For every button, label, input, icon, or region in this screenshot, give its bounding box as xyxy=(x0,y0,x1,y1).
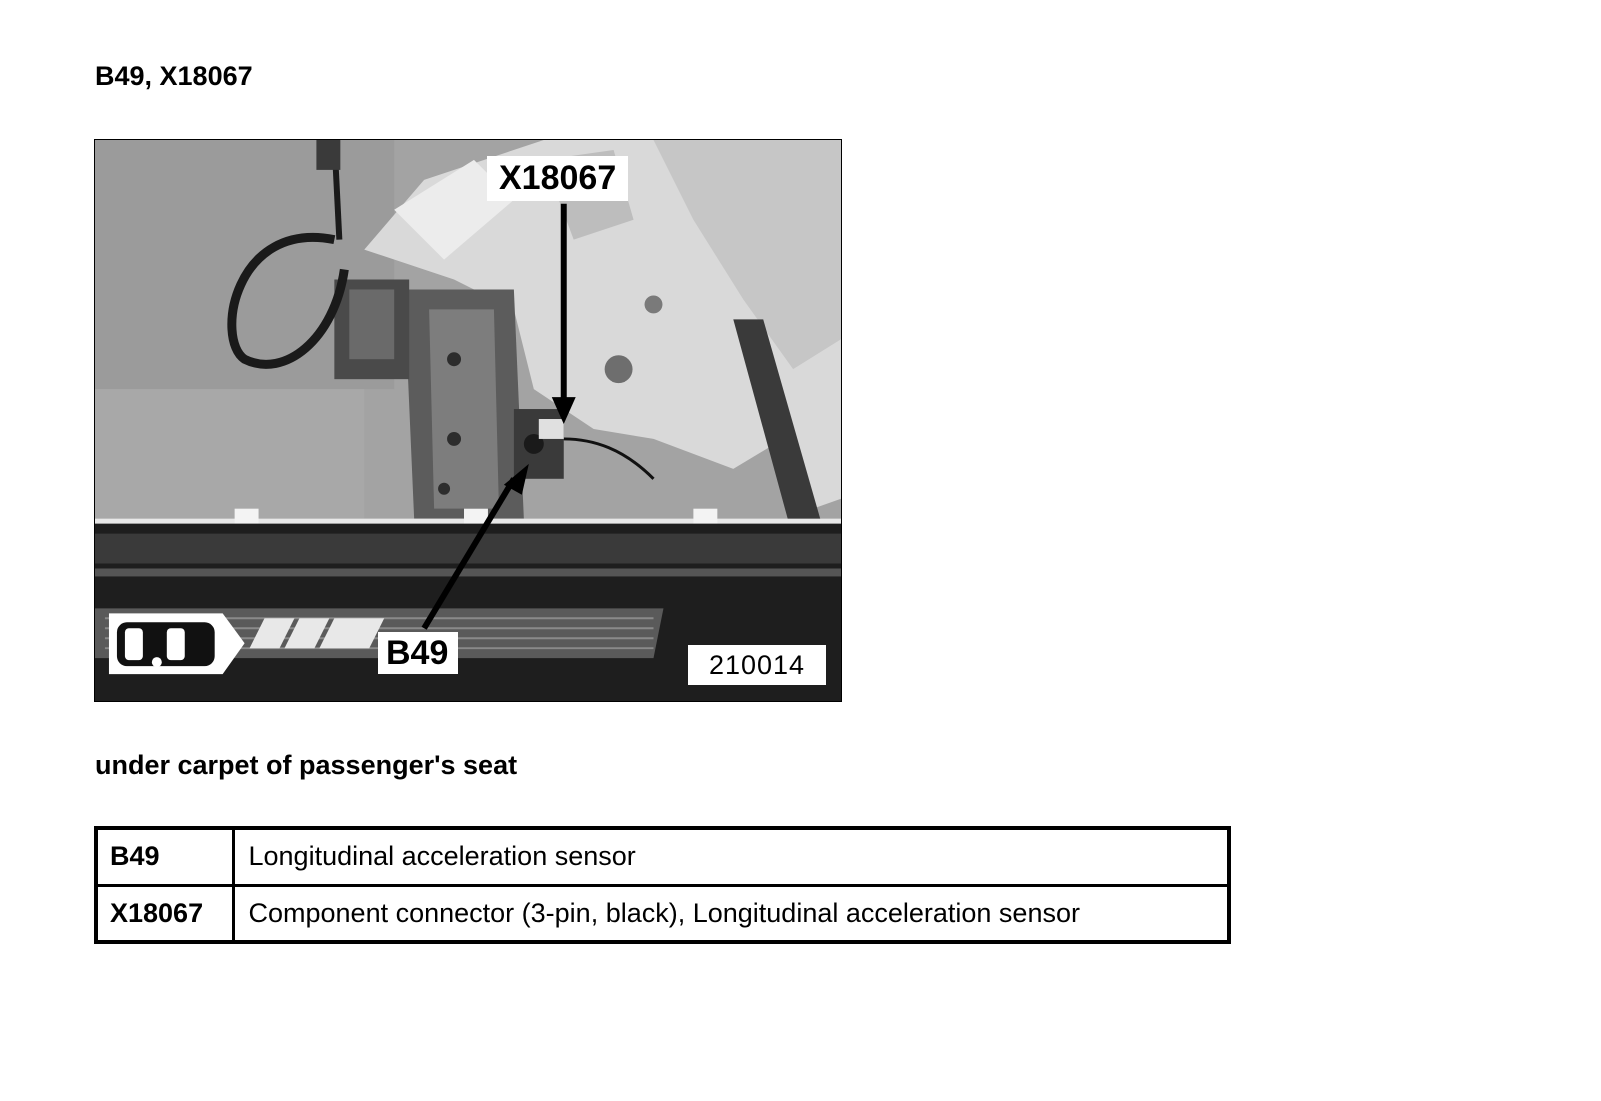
component-code: B49 xyxy=(96,828,233,885)
callout-x18067: X18067 xyxy=(487,156,628,201)
callout-b49: B49 xyxy=(378,632,458,674)
component-legend-table xyxy=(94,826,1231,944)
component-description: Component connector (3-pin, black), Longitudinal acceleration sensor xyxy=(233,885,1229,942)
figure-number: 210014 xyxy=(688,645,826,685)
photo-illustration xyxy=(95,140,841,701)
page-title: B49, X18067 xyxy=(95,61,253,91)
table-row xyxy=(96,885,1229,942)
component-code: X18067 xyxy=(96,885,233,942)
component-description: Longitudinal acceleration sensor xyxy=(233,828,1229,885)
location-caption: under carpet of passenger's seat xyxy=(95,750,518,780)
table-row xyxy=(96,828,1229,885)
component-location-photo xyxy=(94,139,842,702)
